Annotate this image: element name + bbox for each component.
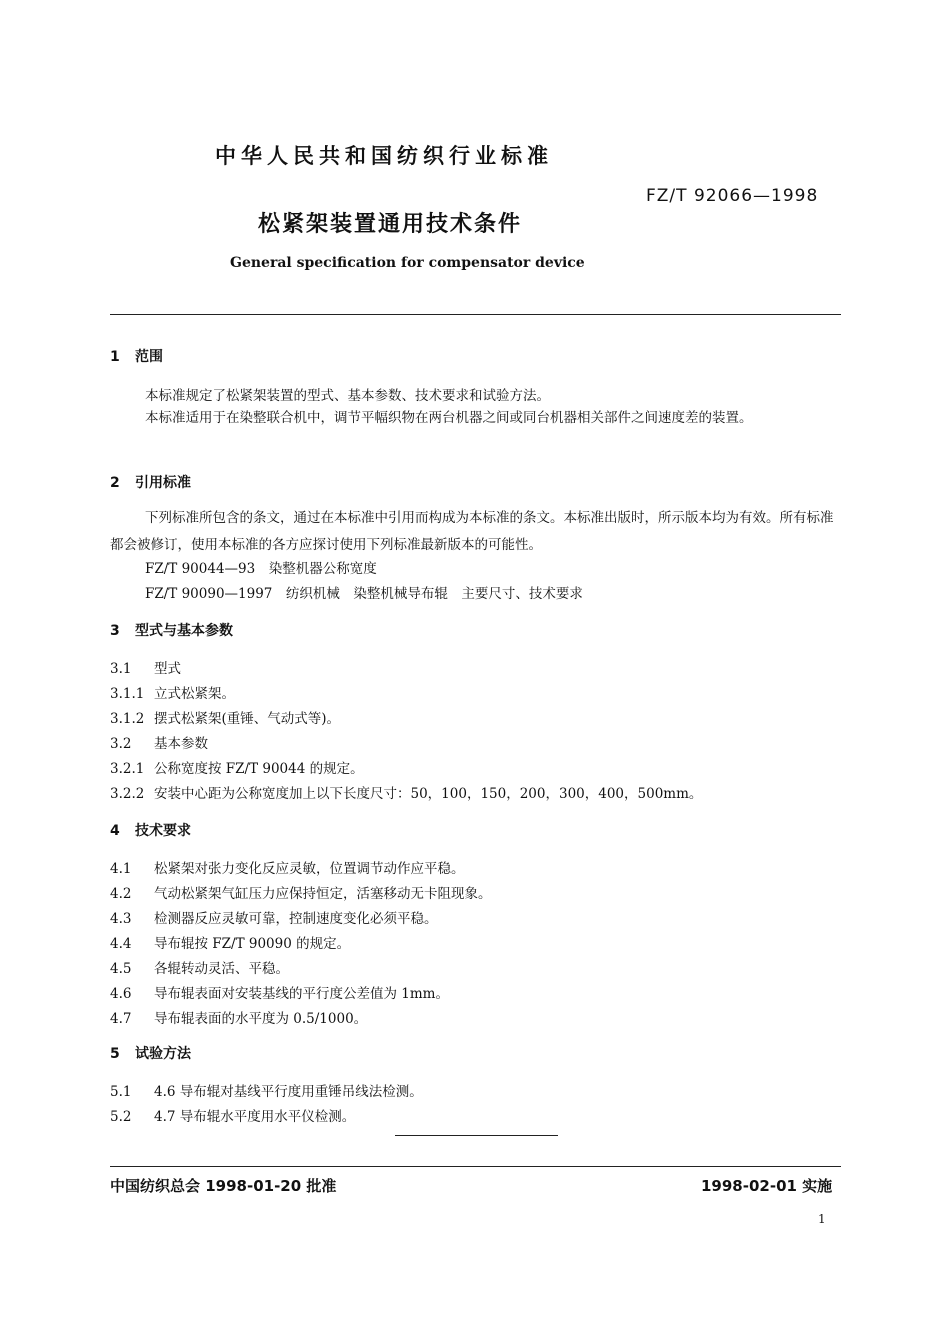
clause-4-2: 4.2 气动松紧架气缸压力应保持恒定，活塞移动无卡阻现象。 (110, 886, 492, 902)
clause-4-4: 4.4 导布辊按 FZ/T 90090 的规定。 (110, 936, 351, 952)
reference-2: FZ/T 90090—1997 纺织机械 染整机械导布辊 主要尺寸、技术要求 (145, 586, 583, 602)
clause-4-6: 4.6 导布辊表面对安装基线的平行度公差值为 1mm。 (110, 986, 449, 1002)
clause-3-2-1: 3.2.1 公称宽度按 FZ/T 90044 的规定。 (110, 761, 364, 777)
document-title: 松紧架装置通用技术条件 (258, 212, 523, 237)
clause-4-7: 4.7 导布辊表面的水平度为 0.5/1000。 (110, 1011, 368, 1027)
section-5-heading (110, 1043, 191, 1063)
effective-date: 1998-02-01 实施 (701, 1177, 833, 1195)
section-title: 型式与基本参数 (135, 623, 233, 639)
clause-3-2-2: 3.2.2 安装中心距为公称宽度加上以下长度尺寸：50，100，150，200，300，400，500mm。 (110, 786, 703, 802)
section-2-heading (110, 472, 191, 492)
reference-1: FZ/T 90044—93 染整机器公称宽度 (145, 561, 377, 577)
section-3-heading (110, 620, 233, 640)
page-number: 1 (818, 1212, 826, 1226)
clause-4-3: 4.3 检测器反应灵敏可靠，控制速度变化必须平稳。 (110, 911, 438, 927)
section-1-para-2: 本标准适用于在染整联合机中，调节平幅织物在两台机器之间或同台机器相关部件之间速度差的装置。 (145, 410, 753, 426)
approval-date: 中国纺织总会 1998-01-20 批准 (110, 1177, 337, 1195)
section-title: 引用标准 (135, 475, 191, 491)
section-number: 3 (110, 623, 120, 639)
clause-5-2: 5.2 4.7 导布辊水平度用水平仪检测。 (110, 1109, 356, 1125)
section-number: 4 (110, 823, 120, 839)
section-4-heading (110, 820, 191, 840)
clause-4-1: 4.1 松紧架对张力变化反应灵敏，位置调节动作应平稳。 (110, 861, 465, 877)
standard-code: FZ/T 92066—1998 (646, 186, 819, 206)
section-2-para-1: 下列标准所包含的条文，通过在本标准中引用而构成为本标准的条文。本标准出版时，所示版本均为有效。所有标准都会被修订，使用本标准的各方应探讨使用下列标准最新版本的可能性。 (110, 510, 834, 553)
clause-4-5: 4.5 各辊转动灵活、平稳。 (110, 961, 289, 977)
section-number: 1 (110, 349, 120, 365)
clause-3-2: 3.2 基本参数 (110, 736, 208, 752)
section-number: 2 (110, 475, 120, 491)
clause-5-1: 5.1 4.6 导布辊对基线平行度用重锤吊线法检测。 (110, 1084, 423, 1100)
english-title: General specification for compensator device (230, 255, 585, 271)
clause-3-1-2: 3.1.2 摆式松紧架(重锤、气动式等)。 (110, 711, 341, 727)
clause-3-1-1: 3.1.1 立式松紧架。 (110, 686, 235, 702)
footer-divider (110, 1166, 841, 1167)
section-title: 范围 (135, 349, 163, 365)
section-title: 试验方法 (135, 1046, 191, 1062)
section-title: 技术要求 (135, 823, 191, 839)
clause-3-1: 3.1 型式 (110, 661, 181, 677)
section-1-heading (110, 346, 163, 366)
section-1-para-1: 本标准规定了松紧架装置的型式、基本参数、技术要求和试验方法。 (145, 388, 550, 404)
issuing-body: 中华人民共和国纺织行业标准 (215, 144, 553, 168)
section-number: 5 (110, 1046, 120, 1062)
header-divider (110, 314, 841, 315)
end-of-text-line (395, 1135, 558, 1136)
